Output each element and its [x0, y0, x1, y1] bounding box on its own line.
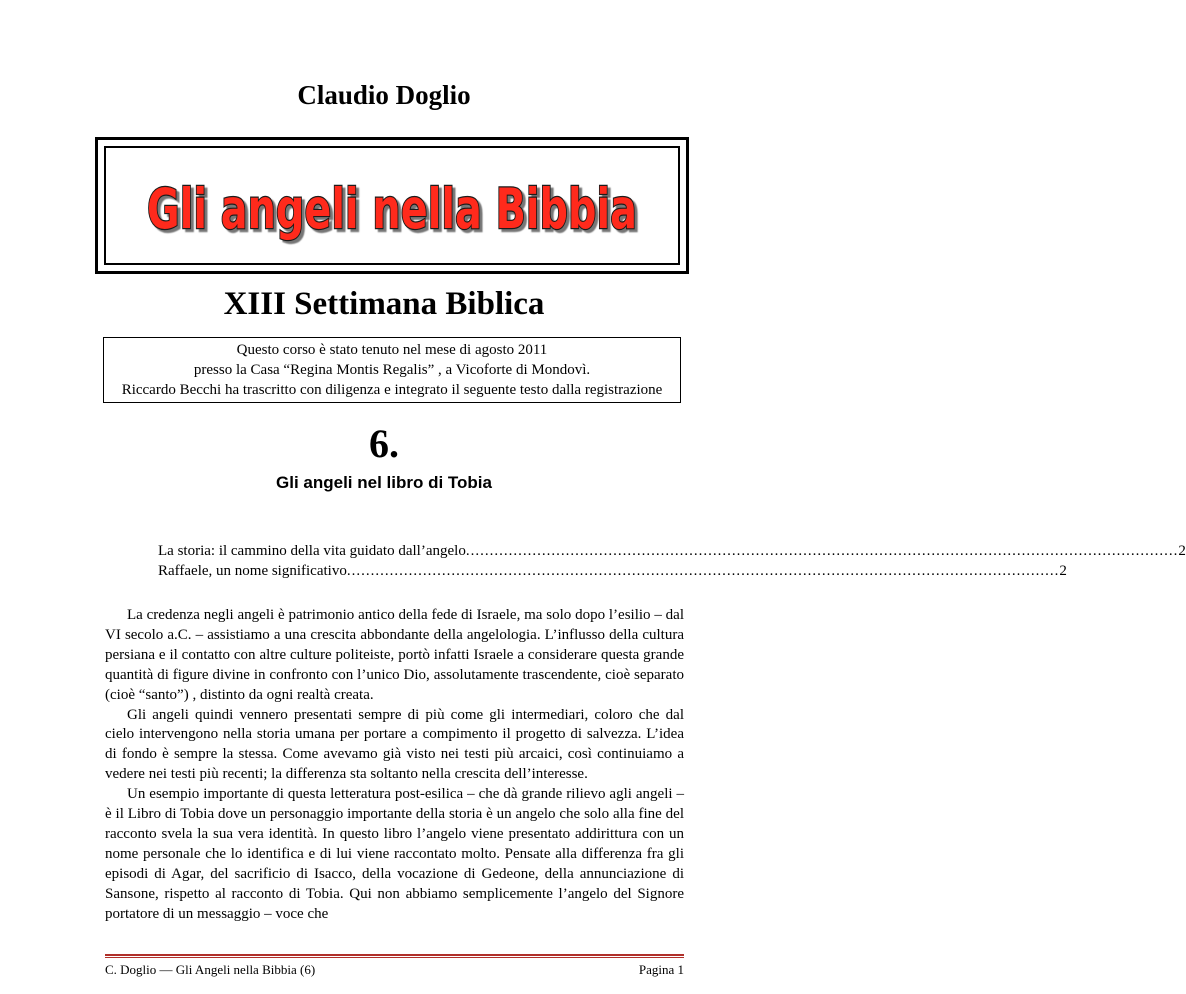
toc-entry-label: Raffaele, un nome significativo [158, 563, 347, 579]
course-subtitle: XIII Settimana Biblica [223, 286, 545, 322]
chapter-number: 6. [369, 421, 399, 466]
paragraph: Gli angeli quindi vennero presentati sempre di più come gli intermediari, coloro che dal cielo intervengono nella storia umana per portare a compimento il progetto di salvezza. L’idea di fondo è sempre la stessa. Come avevamo già visto nei testi più arcaici, così continuiamo a vedere nei testi più recenti; la differenza sta soltanto nella crescita dell’interesse. [105, 706, 684, 783]
main-title: Gli angeli nella Bibbia [147, 177, 637, 242]
info-line-3: Riccardo Becchi ha trascritto con diligenza e integrato il seguente testo dalla registrazione [121, 382, 663, 398]
footer-rule [105, 954, 684, 956]
title-inner-frame [104, 146, 680, 265]
toc-leader-dots [466, 543, 1179, 560]
body-text [105, 606, 684, 925]
toc-entry-page: 2 [1059, 563, 1067, 579]
paragraph: Un esempio importante di questa letteratura post-esilica – che dà grande rilievo agli angeli – è il Libro di Tobia dove un personaggio importante della storia è un angelo che solo alla fine del racconto svela la sua vera identità. In questo libro l’angelo viene presentato addirittura con un nome personale che lo identifica e di lui viene raccontato molto. Pensate alla differenza fra gli episodi di Agar, del sacrificio di Isacco, della vocazione di Gedeone, della annunciazione di Sansone, rispetto al racconto di Tobia. Qui non abbiamo semplicemente l’angelo del Signore portatore di un messaggio – voce che [105, 786, 684, 922]
toc-entry-label: La storia: il cammino della vita guidato dall’angelo [158, 543, 466, 559]
course-info-box [103, 337, 681, 403]
title-wordart [106, 148, 678, 263]
table-of-contents [158, 543, 1186, 583]
toc-leader-dots [347, 563, 1060, 580]
title-frame [95, 137, 689, 274]
info-line-2: presso la Casa “Regina Montis Regalis” , a Vicoforte di Mondovì. [193, 362, 591, 378]
page-number: Pagina 1 [638, 962, 684, 977]
footer-citation: C. Doglio — Gli Angeli nella Bibbia (6) [105, 962, 316, 977]
author-name: Claudio Doglio [297, 80, 471, 110]
toc-entry[interactable] [158, 543, 1186, 563]
footer-rule-thin [105, 957, 684, 958]
info-line-1: Questo corso è stato tenuto nel mese di agosto 2011 [236, 342, 548, 358]
toc-entry-page: 2 [1178, 543, 1186, 559]
chapter-title: Gli angeli nel libro di Tobia [276, 473, 492, 492]
toc-entry[interactable] [158, 563, 1067, 583]
paragraph: La credenza negli angeli è patrimonio antico della fede di Israele, ma solo dopo l’esilio – dal VI secolo a.C. – assistiamo a una crescita abbondante della angelologia. L’influsso della cultura persiana e il contatto con altre culture politeiste, portò infatti Israele a considerare questa grande quantità di figure divine in confronto con l’unico Dio, assolutamente trascendente, cioè separato (cioè “santo”) , distinto da ogni realtà creata. [105, 607, 684, 703]
